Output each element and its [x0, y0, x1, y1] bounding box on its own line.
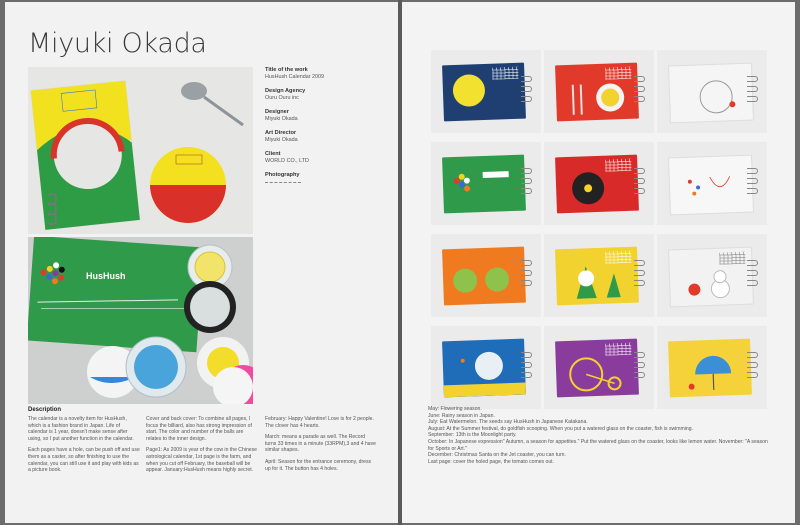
description-paragraph: April: Season for the entrance ceremony, dress up for it. The button has 4 holes.: [265, 458, 372, 472]
credit-label: Design Agency: [265, 88, 306, 94]
thumb-flowers: [544, 234, 654, 317]
description-paragraph: The calendar is a novelty item for HusHush, which is a fashion brand in Japan. Life of calendar is 1 year, doesn't make sense after using, so I put another function in the calendar.: [28, 416, 134, 442]
month-note: June: Rainy season in Japan.: [428, 412, 495, 419]
thumb-fish: [431, 326, 541, 409]
month-note: September: 13th is the Moonlight party.: [428, 432, 517, 439]
description-paragraph: March: means a parade as well. The Record turns 33 times in a minute (33RPM),3 and 4 have similar shapes.: [265, 434, 376, 454]
credit-value: HusHush Calendar 2009: [265, 74, 325, 80]
photography-rule: [265, 182, 301, 183]
thumb-billiard: [431, 142, 541, 225]
monthly-notes: [428, 406, 773, 465]
calendar-page-grid: [431, 50, 767, 410]
thumb-buttons: [431, 234, 541, 317]
credits-panel: [265, 67, 390, 183]
credit-label: Art Director: [265, 130, 297, 136]
month-note: August: At the Summer festival, do goldfish scooping. When you put a watered glass on the coaster, fish is swimming.: [428, 425, 694, 432]
thumb-umbrella: [657, 326, 767, 409]
description-column-3: [265, 416, 377, 477]
month-note: December: Christmas Santa on the Jet coaster, you can turn.: [428, 452, 566, 459]
description-paragraph: Each pages have a hole, can be push off and use them as a caster, so after finishing to use the calendar, you can still use it and play with kids as a picture book.: [28, 447, 140, 474]
credit-label: Client: [265, 151, 281, 157]
credit-label: Photography: [265, 172, 300, 178]
credit-label: Title of the work: [265, 67, 308, 73]
thumb-snowman: [657, 234, 767, 317]
description-column-1: [28, 416, 140, 479]
description-paragraph: Page1: As 2009 is year of the cow in the Chinese astrological calendar, 1st page is the farm, and when you cut off February, the baseball will be appear. January:HusHush means highly secret.: [146, 447, 258, 474]
calendar-photo-top: [28, 67, 253, 234]
description-column-2: [146, 416, 258, 479]
calendar-top-illustration: [28, 67, 253, 234]
page-title: Miyuki Okada: [28, 28, 207, 59]
month-note: Last page: cover the holed page, the tomato comes out.: [428, 458, 555, 465]
calendar-photo-bottom: [28, 237, 253, 404]
month-note: July: Eat Watermelon. The seeds say HusHush in Japanese Katakana.: [428, 419, 588, 426]
credit-label: Designer: [265, 109, 289, 115]
thumb-bicycle: [544, 326, 654, 409]
credit-value: Ouru Ouru inc: [265, 95, 299, 101]
month-note: May: Flowering season.: [428, 406, 482, 412]
description-paragraph: Cover and back cover: To combine all pages, I focus the billiard, also has strong impression of start. The color and number of the balls are relates to the inner design.: [146, 416, 252, 442]
thumb-moon: [431, 50, 541, 133]
thumb-ring: [657, 50, 767, 133]
month-note: October: In Japanese expression" Autumn, a season for appetites." Put the watered glass on the coaster, looks like lemon water. November: "A season for Sports or Art.": [428, 438, 768, 452]
description-paragraph: February: Happy Valentine! Love is for 2 people. The clover has 4 hearts.: [265, 416, 374, 429]
thumb-dots: [657, 142, 767, 225]
book-cover-label: HusHush: [86, 271, 126, 281]
thumb-record: [544, 142, 654, 225]
calendar-bottom-illustration: [28, 237, 253, 404]
credit-value: WORLD CO., LTD: [265, 158, 309, 164]
credit-value: Miyuki Okada: [265, 116, 298, 122]
credit-value: Miyuki Okada: [265, 137, 298, 143]
thumb-fork-knife: [544, 50, 654, 133]
description-title: Description: [28, 407, 62, 413]
